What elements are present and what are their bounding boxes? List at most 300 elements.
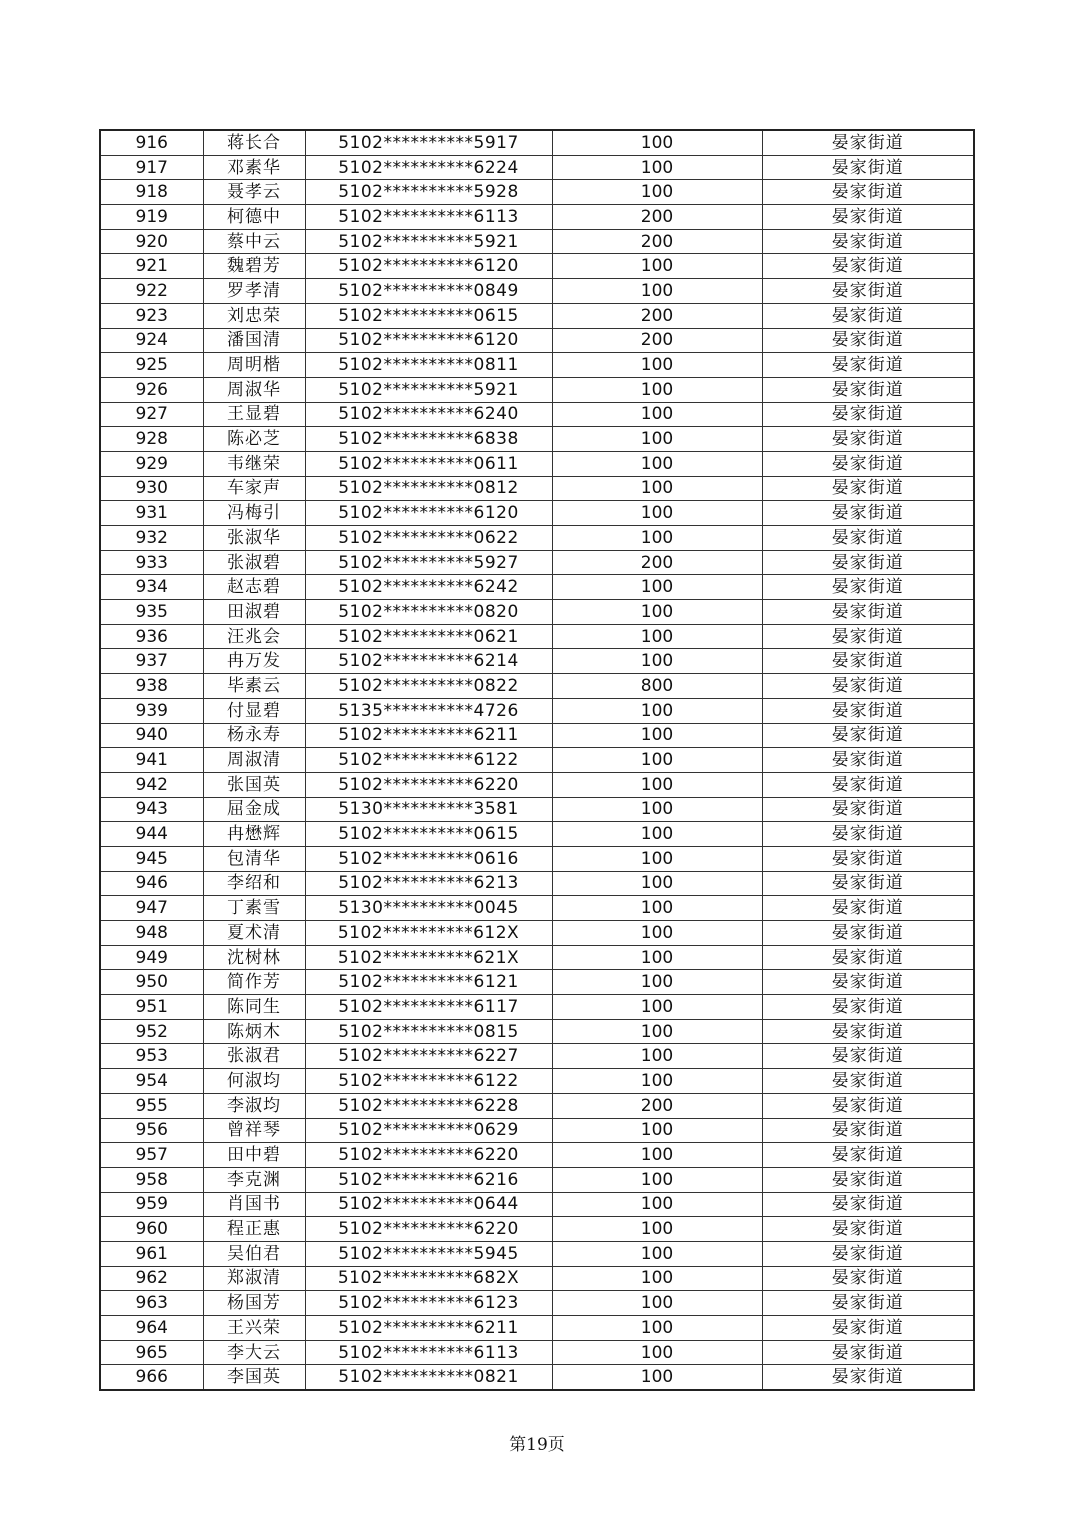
- street-cell: 晏家街道: [762, 748, 974, 773]
- amount-cell: 200: [552, 303, 762, 328]
- serial-number-cell: 959: [100, 1192, 203, 1217]
- street-cell: 晏家街道: [762, 1291, 974, 1316]
- amount-cell: 100: [552, 846, 762, 871]
- id-number-cell: 5102**********0822: [305, 674, 552, 699]
- table-row: [100, 205, 974, 230]
- id-number-cell: 5102**********5927: [305, 550, 552, 575]
- amount-cell: 100: [552, 402, 762, 427]
- table-row: [100, 822, 974, 847]
- street-cell: 晏家街道: [762, 1044, 974, 1069]
- name-cell: 王兴荣: [203, 1316, 305, 1341]
- serial-number-cell: 953: [100, 1044, 203, 1069]
- serial-number-cell: 938: [100, 674, 203, 699]
- name-cell: 王显碧: [203, 402, 305, 427]
- name-cell: 周淑华: [203, 377, 305, 402]
- table-row: [100, 1365, 974, 1390]
- name-cell: 陈必芝: [203, 427, 305, 452]
- serial-number-cell: 925: [100, 353, 203, 378]
- amount-cell: 100: [552, 600, 762, 625]
- street-cell: 晏家街道: [762, 229, 974, 254]
- id-number-cell: 5102**********6242: [305, 575, 552, 600]
- serial-number-cell: 924: [100, 328, 203, 353]
- id-number-cell: 5102**********0611: [305, 451, 552, 476]
- name-cell: 毕素云: [203, 674, 305, 699]
- street-cell: 晏家街道: [762, 995, 974, 1020]
- table-row: [100, 1266, 974, 1291]
- amount-cell: 100: [552, 1266, 762, 1291]
- street-cell: 晏家街道: [762, 822, 974, 847]
- amount-cell: 100: [552, 1019, 762, 1044]
- serial-number-cell: 931: [100, 501, 203, 526]
- amount-cell: 200: [552, 550, 762, 575]
- street-cell: 晏家街道: [762, 353, 974, 378]
- table-row: [100, 1241, 974, 1266]
- name-cell: 丁素雪: [203, 896, 305, 921]
- name-cell: 李绍和: [203, 871, 305, 896]
- street-cell: 晏家街道: [762, 846, 974, 871]
- table-row: [100, 130, 974, 155]
- street-cell: 晏家街道: [762, 1241, 974, 1266]
- street-cell: 晏家街道: [762, 698, 974, 723]
- name-cell: 吴伯君: [203, 1241, 305, 1266]
- amount-cell: 100: [552, 254, 762, 279]
- table-row: [100, 772, 974, 797]
- table-row: [100, 155, 974, 180]
- amount-cell: 100: [552, 723, 762, 748]
- id-number-cell: 5102**********6838: [305, 427, 552, 452]
- table-row: [100, 1291, 974, 1316]
- street-cell: 晏家街道: [762, 1069, 974, 1094]
- street-cell: 晏家街道: [762, 1217, 974, 1242]
- table-row: [100, 526, 974, 551]
- id-number-cell: 5102**********6240: [305, 402, 552, 427]
- street-cell: 晏家街道: [762, 674, 974, 699]
- table-row: [100, 501, 974, 526]
- street-cell: 晏家街道: [762, 303, 974, 328]
- serial-number-cell: 918: [100, 180, 203, 205]
- table-row: [100, 1069, 974, 1094]
- name-cell: 何淑均: [203, 1069, 305, 1094]
- id-number-cell: 5102**********5921: [305, 229, 552, 254]
- street-cell: 晏家街道: [762, 649, 974, 674]
- serial-number-cell: 954: [100, 1069, 203, 1094]
- street-cell: 晏家街道: [762, 130, 974, 155]
- serial-number-cell: 952: [100, 1019, 203, 1044]
- amount-cell: 100: [552, 130, 762, 155]
- id-number-cell: 5102**********5945: [305, 1241, 552, 1266]
- name-cell: 肖国书: [203, 1192, 305, 1217]
- table-row: [100, 995, 974, 1020]
- amount-cell: 100: [552, 1143, 762, 1168]
- id-number-cell: 5102**********6214: [305, 649, 552, 674]
- table-row: [100, 229, 974, 254]
- name-cell: 沈树林: [203, 945, 305, 970]
- amount-cell: 100: [552, 1291, 762, 1316]
- amount-cell: 100: [552, 1316, 762, 1341]
- name-cell: 夏术清: [203, 921, 305, 946]
- street-cell: 晏家街道: [762, 279, 974, 304]
- amount-cell: 200: [552, 205, 762, 230]
- serial-number-cell: 937: [100, 649, 203, 674]
- street-cell: 晏家街道: [762, 1316, 974, 1341]
- amount-cell: 100: [552, 1167, 762, 1192]
- amount-cell: 100: [552, 526, 762, 551]
- serial-number-cell: 926: [100, 377, 203, 402]
- name-cell: 李国英: [203, 1365, 305, 1390]
- street-cell: 晏家街道: [762, 1143, 974, 1168]
- street-cell: 晏家街道: [762, 624, 974, 649]
- id-number-cell: 5102**********0615: [305, 822, 552, 847]
- id-number-cell: 5102**********0849: [305, 279, 552, 304]
- street-cell: 晏家街道: [762, 155, 974, 180]
- street-cell: 晏家街道: [762, 377, 974, 402]
- street-cell: 晏家街道: [762, 427, 974, 452]
- table-row: [100, 1192, 974, 1217]
- serial-number-cell: 936: [100, 624, 203, 649]
- street-cell: 晏家街道: [762, 921, 974, 946]
- name-cell: 郑淑清: [203, 1266, 305, 1291]
- table-row: [100, 624, 974, 649]
- id-number-cell: 5135**********4726: [305, 698, 552, 723]
- serial-number-cell: 919: [100, 205, 203, 230]
- id-number-cell: 5102**********0622: [305, 526, 552, 551]
- serial-number-cell: 941: [100, 748, 203, 773]
- id-number-cell: 5130**********0045: [305, 896, 552, 921]
- table-row: [100, 1118, 974, 1143]
- name-cell: 田中碧: [203, 1143, 305, 1168]
- serial-number-cell: 961: [100, 1241, 203, 1266]
- table-row: [100, 180, 974, 205]
- id-number-cell: 5102**********6227: [305, 1044, 552, 1069]
- id-number-cell: 5102**********0812: [305, 476, 552, 501]
- name-cell: 刘忠荣: [203, 303, 305, 328]
- table-row: [100, 1019, 974, 1044]
- serial-number-cell: 962: [100, 1266, 203, 1291]
- serial-number-cell: 935: [100, 600, 203, 625]
- roster-table: [99, 129, 975, 1391]
- name-cell: 汪兆会: [203, 624, 305, 649]
- amount-cell: 100: [552, 1365, 762, 1390]
- id-number-cell: 5102**********0629: [305, 1118, 552, 1143]
- name-cell: 李大云: [203, 1340, 305, 1365]
- table-row: [100, 1093, 974, 1118]
- table-row: [100, 377, 974, 402]
- street-cell: 晏家街道: [762, 772, 974, 797]
- table-row: [100, 921, 974, 946]
- table-row: [100, 1167, 974, 1192]
- serial-number-cell: 963: [100, 1291, 203, 1316]
- name-cell: 车家声: [203, 476, 305, 501]
- table-row: [100, 797, 974, 822]
- amount-cell: 200: [552, 328, 762, 353]
- table-row: [100, 846, 974, 871]
- id-number-cell: 5102**********6216: [305, 1167, 552, 1192]
- street-cell: 晏家街道: [762, 1365, 974, 1390]
- table-row: [100, 328, 974, 353]
- street-cell: 晏家街道: [762, 254, 974, 279]
- name-cell: 周明楷: [203, 353, 305, 378]
- name-cell: 邓素华: [203, 155, 305, 180]
- id-number-cell: 5102**********5917: [305, 130, 552, 155]
- id-number-cell: 5102**********6211: [305, 723, 552, 748]
- id-number-cell: 5102**********0820: [305, 600, 552, 625]
- id-number-cell: 5102**********6117: [305, 995, 552, 1020]
- serial-number-cell: 948: [100, 921, 203, 946]
- name-cell: 魏碧芳: [203, 254, 305, 279]
- serial-number-cell: 933: [100, 550, 203, 575]
- table-row: [100, 279, 974, 304]
- name-cell: 潘国清: [203, 328, 305, 353]
- table-row: [100, 402, 974, 427]
- street-cell: 晏家街道: [762, 328, 974, 353]
- name-cell: 柯德中: [203, 205, 305, 230]
- street-cell: 晏家街道: [762, 180, 974, 205]
- serial-number-cell: 946: [100, 871, 203, 896]
- street-cell: 晏家街道: [762, 600, 974, 625]
- serial-number-cell: 927: [100, 402, 203, 427]
- serial-number-cell: 920: [100, 229, 203, 254]
- serial-number-cell: 949: [100, 945, 203, 970]
- serial-number-cell: 923: [100, 303, 203, 328]
- street-cell: 晏家街道: [762, 871, 974, 896]
- amount-cell: 100: [552, 822, 762, 847]
- id-number-cell: 5102**********6123: [305, 1291, 552, 1316]
- table-row: [100, 1143, 974, 1168]
- name-cell: 冉万发: [203, 649, 305, 674]
- name-cell: 简作芳: [203, 970, 305, 995]
- amount-cell: 100: [552, 624, 762, 649]
- id-number-cell: 5102**********0815: [305, 1019, 552, 1044]
- table-row: [100, 353, 974, 378]
- street-cell: 晏家街道: [762, 1093, 974, 1118]
- table-row: [100, 896, 974, 921]
- id-number-cell: 5102**********621X: [305, 945, 552, 970]
- street-cell: 晏家街道: [762, 451, 974, 476]
- serial-number-cell: 966: [100, 1365, 203, 1390]
- table-row: [100, 748, 974, 773]
- name-cell: 聂孝云: [203, 180, 305, 205]
- street-cell: 晏家街道: [762, 1192, 974, 1217]
- amount-cell: 100: [552, 1044, 762, 1069]
- amount-cell: 800: [552, 674, 762, 699]
- table-row: [100, 871, 974, 896]
- name-cell: 陈同生: [203, 995, 305, 1020]
- name-cell: 罗孝清: [203, 279, 305, 304]
- street-cell: 晏家街道: [762, 896, 974, 921]
- name-cell: 冯梅引: [203, 501, 305, 526]
- serial-number-cell: 921: [100, 254, 203, 279]
- amount-cell: 100: [552, 279, 762, 304]
- street-cell: 晏家街道: [762, 1266, 974, 1291]
- id-number-cell: 5102**********0616: [305, 846, 552, 871]
- table-row: [100, 649, 974, 674]
- table-row: [100, 254, 974, 279]
- street-cell: 晏家街道: [762, 575, 974, 600]
- serial-number-cell: 964: [100, 1316, 203, 1341]
- id-number-cell: 5102**********0621: [305, 624, 552, 649]
- name-cell: 韦继荣: [203, 451, 305, 476]
- roster-table-body: [100, 130, 974, 1390]
- name-cell: 程正惠: [203, 1217, 305, 1242]
- street-cell: 晏家街道: [762, 550, 974, 575]
- name-cell: 张淑碧: [203, 550, 305, 575]
- amount-cell: 100: [552, 698, 762, 723]
- name-cell: 蒋长合: [203, 130, 305, 155]
- amount-cell: 100: [552, 970, 762, 995]
- id-number-cell: 5102**********6113: [305, 1340, 552, 1365]
- name-cell: 陈炳木: [203, 1019, 305, 1044]
- table-row: [100, 1340, 974, 1365]
- amount-cell: 100: [552, 575, 762, 600]
- amount-cell: 200: [552, 229, 762, 254]
- name-cell: 杨国芳: [203, 1291, 305, 1316]
- id-number-cell: 5102**********0644: [305, 1192, 552, 1217]
- amount-cell: 100: [552, 476, 762, 501]
- id-number-cell: 5102**********0615: [305, 303, 552, 328]
- amount-cell: 100: [552, 451, 762, 476]
- serial-number-cell: 922: [100, 279, 203, 304]
- street-cell: 晏家街道: [762, 526, 974, 551]
- table-row: [100, 945, 974, 970]
- id-number-cell: 5102**********6121: [305, 970, 552, 995]
- page-number: 第19页: [509, 1435, 565, 1455]
- amount-cell: 100: [552, 896, 762, 921]
- id-number-cell: 5102**********6220: [305, 1217, 552, 1242]
- name-cell: 包清华: [203, 846, 305, 871]
- id-number-cell: 5102**********6120: [305, 501, 552, 526]
- serial-number-cell: 960: [100, 1217, 203, 1242]
- amount-cell: 100: [552, 871, 762, 896]
- table-row: [100, 970, 974, 995]
- street-cell: 晏家街道: [762, 1340, 974, 1365]
- serial-number-cell: 944: [100, 822, 203, 847]
- name-cell: 付显碧: [203, 698, 305, 723]
- id-number-cell: 5102**********6120: [305, 328, 552, 353]
- id-number-cell: 5102**********6228: [305, 1093, 552, 1118]
- amount-cell: 100: [552, 1217, 762, 1242]
- serial-number-cell: 951: [100, 995, 203, 1020]
- id-number-cell: 5102**********6224: [305, 155, 552, 180]
- street-cell: 晏家街道: [762, 970, 974, 995]
- name-cell: 张国英: [203, 772, 305, 797]
- table-row: [100, 698, 974, 723]
- name-cell: 曾祥琴: [203, 1118, 305, 1143]
- amount-cell: 100: [552, 1241, 762, 1266]
- name-cell: 赵志碧: [203, 575, 305, 600]
- id-number-cell: 5102**********6122: [305, 748, 552, 773]
- serial-number-cell: 950: [100, 970, 203, 995]
- serial-number-cell: 957: [100, 1143, 203, 1168]
- name-cell: 张淑华: [203, 526, 305, 551]
- amount-cell: 200: [552, 1093, 762, 1118]
- id-number-cell: 5102**********6220: [305, 772, 552, 797]
- amount-cell: 100: [552, 427, 762, 452]
- id-number-cell: 5102**********6220: [305, 1143, 552, 1168]
- serial-number-cell: 932: [100, 526, 203, 551]
- street-cell: 晏家街道: [762, 402, 974, 427]
- amount-cell: 100: [552, 1069, 762, 1094]
- name-cell: 蔡中云: [203, 229, 305, 254]
- street-cell: 晏家街道: [762, 1118, 974, 1143]
- table-row: [100, 427, 974, 452]
- street-cell: 晏家街道: [762, 501, 974, 526]
- serial-number-cell: 940: [100, 723, 203, 748]
- name-cell: 屈金成: [203, 797, 305, 822]
- serial-number-cell: 942: [100, 772, 203, 797]
- id-number-cell: 5102**********6113: [305, 205, 552, 230]
- id-number-cell: 5102**********6211: [305, 1316, 552, 1341]
- street-cell: 晏家街道: [762, 945, 974, 970]
- id-number-cell: 5102**********5928: [305, 180, 552, 205]
- street-cell: 晏家街道: [762, 723, 974, 748]
- amount-cell: 100: [552, 155, 762, 180]
- amount-cell: 100: [552, 797, 762, 822]
- id-number-cell: 5102**********612X: [305, 921, 552, 946]
- amount-cell: 100: [552, 1340, 762, 1365]
- amount-cell: 100: [552, 501, 762, 526]
- amount-cell: 100: [552, 377, 762, 402]
- id-number-cell: 5130**********3581: [305, 797, 552, 822]
- name-cell: 李克渊: [203, 1167, 305, 1192]
- id-number-cell: 5102**********0821: [305, 1365, 552, 1390]
- serial-number-cell: 934: [100, 575, 203, 600]
- serial-number-cell: 939: [100, 698, 203, 723]
- table-row: [100, 1316, 974, 1341]
- amount-cell: 100: [552, 772, 762, 797]
- street-cell: 晏家街道: [762, 476, 974, 501]
- amount-cell: 100: [552, 1192, 762, 1217]
- id-number-cell: 5102**********682X: [305, 1266, 552, 1291]
- name-cell: 冉懋辉: [203, 822, 305, 847]
- amount-cell: 100: [552, 1118, 762, 1143]
- table-row: [100, 476, 974, 501]
- name-cell: 张淑君: [203, 1044, 305, 1069]
- name-cell: 杨永寿: [203, 723, 305, 748]
- serial-number-cell: 956: [100, 1118, 203, 1143]
- serial-number-cell: 947: [100, 896, 203, 921]
- amount-cell: 100: [552, 945, 762, 970]
- table-row: [100, 451, 974, 476]
- serial-number-cell: 930: [100, 476, 203, 501]
- serial-number-cell: 917: [100, 155, 203, 180]
- amount-cell: 100: [552, 353, 762, 378]
- table-row: [100, 575, 974, 600]
- amount-cell: 100: [552, 995, 762, 1020]
- table-row: [100, 600, 974, 625]
- name-cell: 田淑碧: [203, 600, 305, 625]
- table-row: [100, 303, 974, 328]
- serial-number-cell: 943: [100, 797, 203, 822]
- serial-number-cell: 929: [100, 451, 203, 476]
- street-cell: 晏家街道: [762, 1167, 974, 1192]
- serial-number-cell: 928: [100, 427, 203, 452]
- serial-number-cell: 955: [100, 1093, 203, 1118]
- amount-cell: 100: [552, 921, 762, 946]
- serial-number-cell: 916: [100, 130, 203, 155]
- name-cell: 李淑均: [203, 1093, 305, 1118]
- amount-cell: 100: [552, 748, 762, 773]
- name-cell: 周淑清: [203, 748, 305, 773]
- table-row: [100, 723, 974, 748]
- table-row: [100, 1044, 974, 1069]
- table-row: [100, 674, 974, 699]
- id-number-cell: 5102**********0811: [305, 353, 552, 378]
- street-cell: 晏家街道: [762, 797, 974, 822]
- id-number-cell: 5102**********6120: [305, 254, 552, 279]
- street-cell: 晏家街道: [762, 205, 974, 230]
- id-number-cell: 5102**********6213: [305, 871, 552, 896]
- serial-number-cell: 945: [100, 846, 203, 871]
